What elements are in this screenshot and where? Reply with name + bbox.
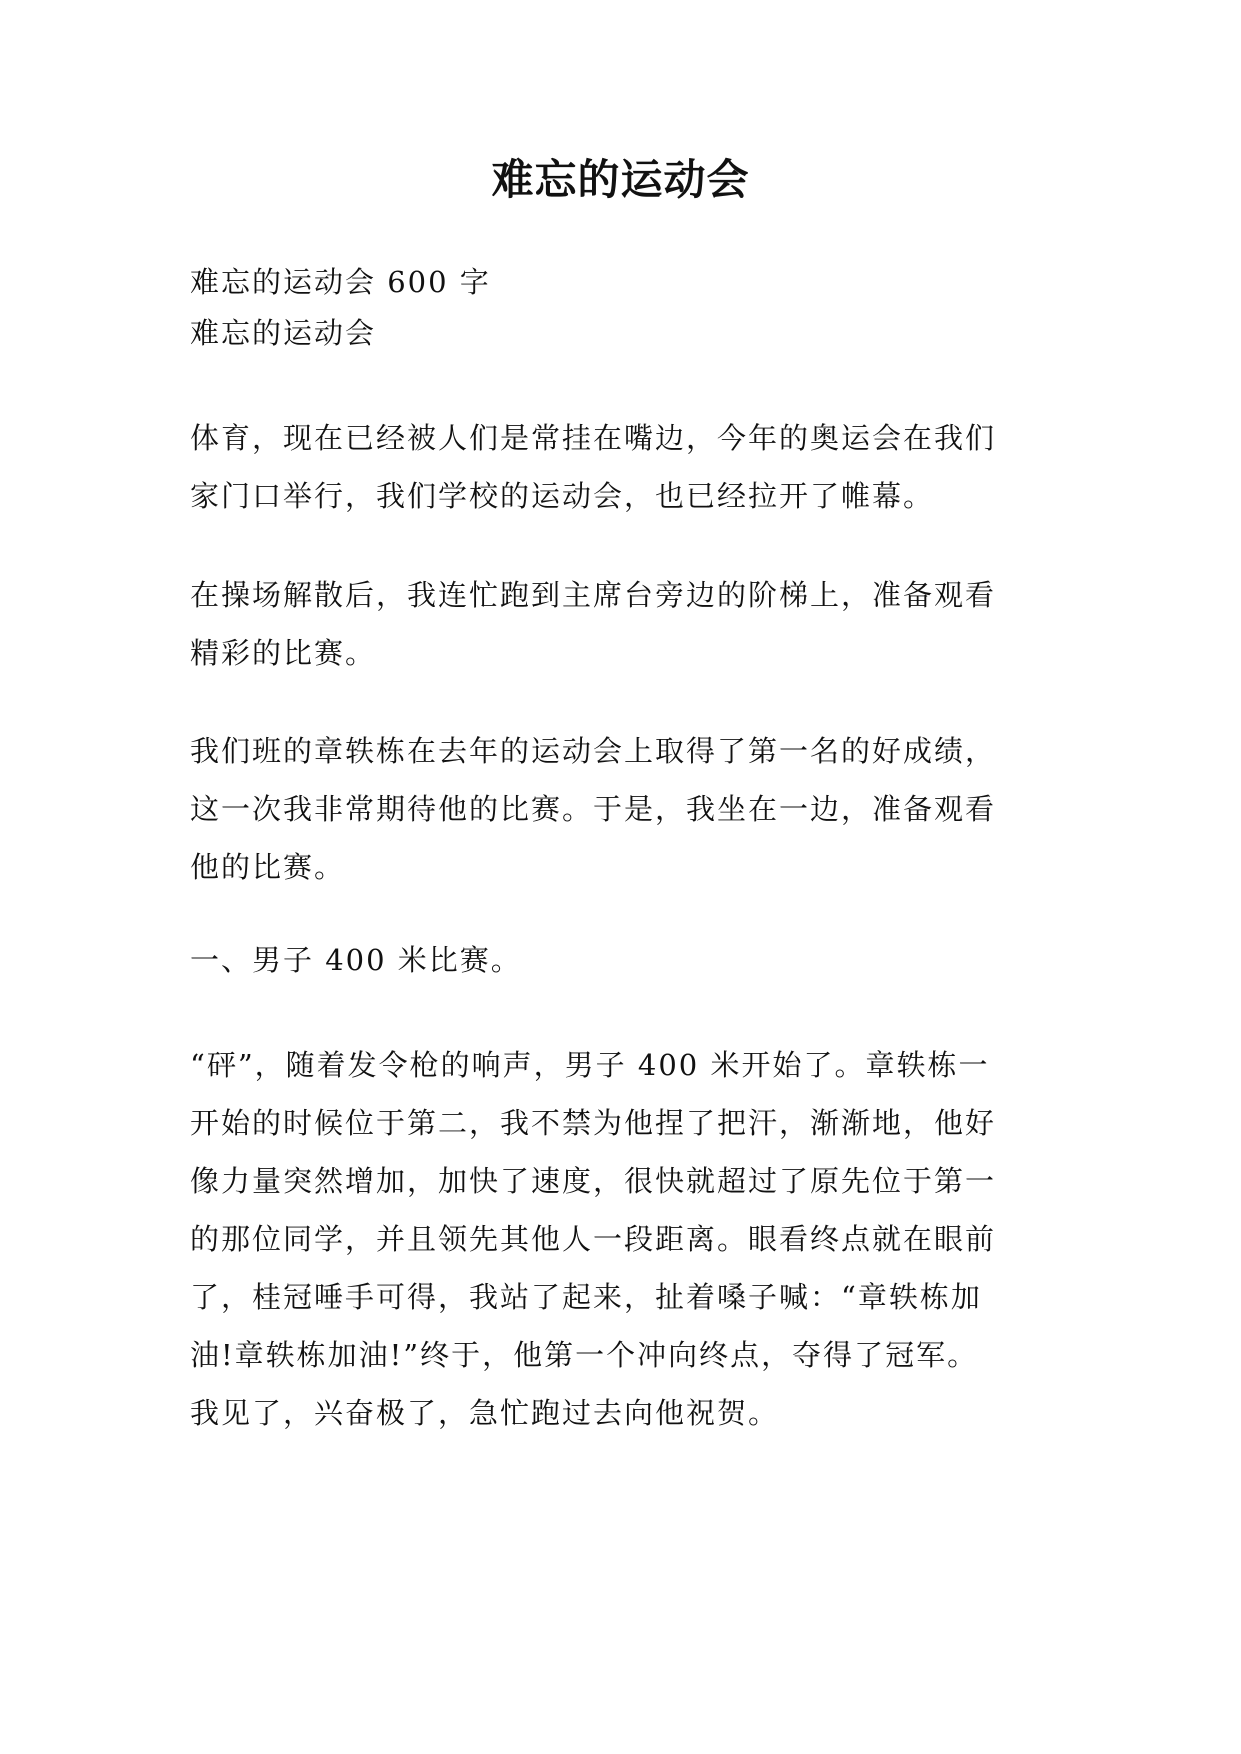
subtitle-line: 难忘的运动会 xyxy=(190,316,377,350)
paragraph-line: 精彩的比赛。 xyxy=(190,636,377,670)
paragraph-line: “砰”，随着发令枪的响声，男子 400 米开始了。章轶栋一 xyxy=(190,1048,990,1082)
paragraph-line: 家门口举行，我们学校的运动会，也已经拉开了帷幕。 xyxy=(190,479,935,513)
subtitle-line: 难忘的运动会 600 字 xyxy=(190,265,491,299)
paragraph-line: 这一次我非常期待他的比赛。于是，我坐在一边，准备观看 xyxy=(190,792,997,826)
paragraph-line: 了，桂冠唾手可得，我站了起来，扯着嗓子喊：“章轶栋加 xyxy=(190,1280,982,1314)
paragraph xyxy=(190,409,1070,525)
paragraph xyxy=(190,722,1070,896)
paragraph-line: 体育，现在已经被人们是常挂在嘴边，今年的奥运会在我们 xyxy=(190,421,997,455)
paragraph-line: 我们班的章轶栋在去年的运动会上取得了第一名的好成绩， xyxy=(190,734,997,768)
section-heading: 一、男子 400 米比赛。 xyxy=(190,943,522,977)
paragraph-line: 油!章轶栋加油!”终于，他第一个冲向终点，夺得了冠军。 xyxy=(190,1338,979,1372)
paragraph-line: 的那位同学，并且领先其他人一段距离。眼看终点就在眼前 xyxy=(190,1222,997,1256)
paragraph-line: 像力量突然增加，加快了速度，很快就超过了原先位于第一 xyxy=(190,1164,997,1198)
paragraph xyxy=(190,1036,1070,1442)
document-title: 难忘的运动会 xyxy=(491,155,750,204)
paragraph-line: 他的比赛。 xyxy=(190,850,346,884)
paragraph xyxy=(190,931,1070,989)
paragraph-line: 在操场解散后，我连忙跑到主席台旁边的阶梯上，准备观看 xyxy=(190,578,997,612)
paragraph xyxy=(190,566,1070,682)
paragraph-line: 我见了，兴奋极了，急忙跑过去向他祝贺。 xyxy=(190,1396,780,1430)
paragraph-line: 开始的时候位于第二，我不禁为他捏了把汗，渐渐地，他好 xyxy=(190,1106,997,1140)
